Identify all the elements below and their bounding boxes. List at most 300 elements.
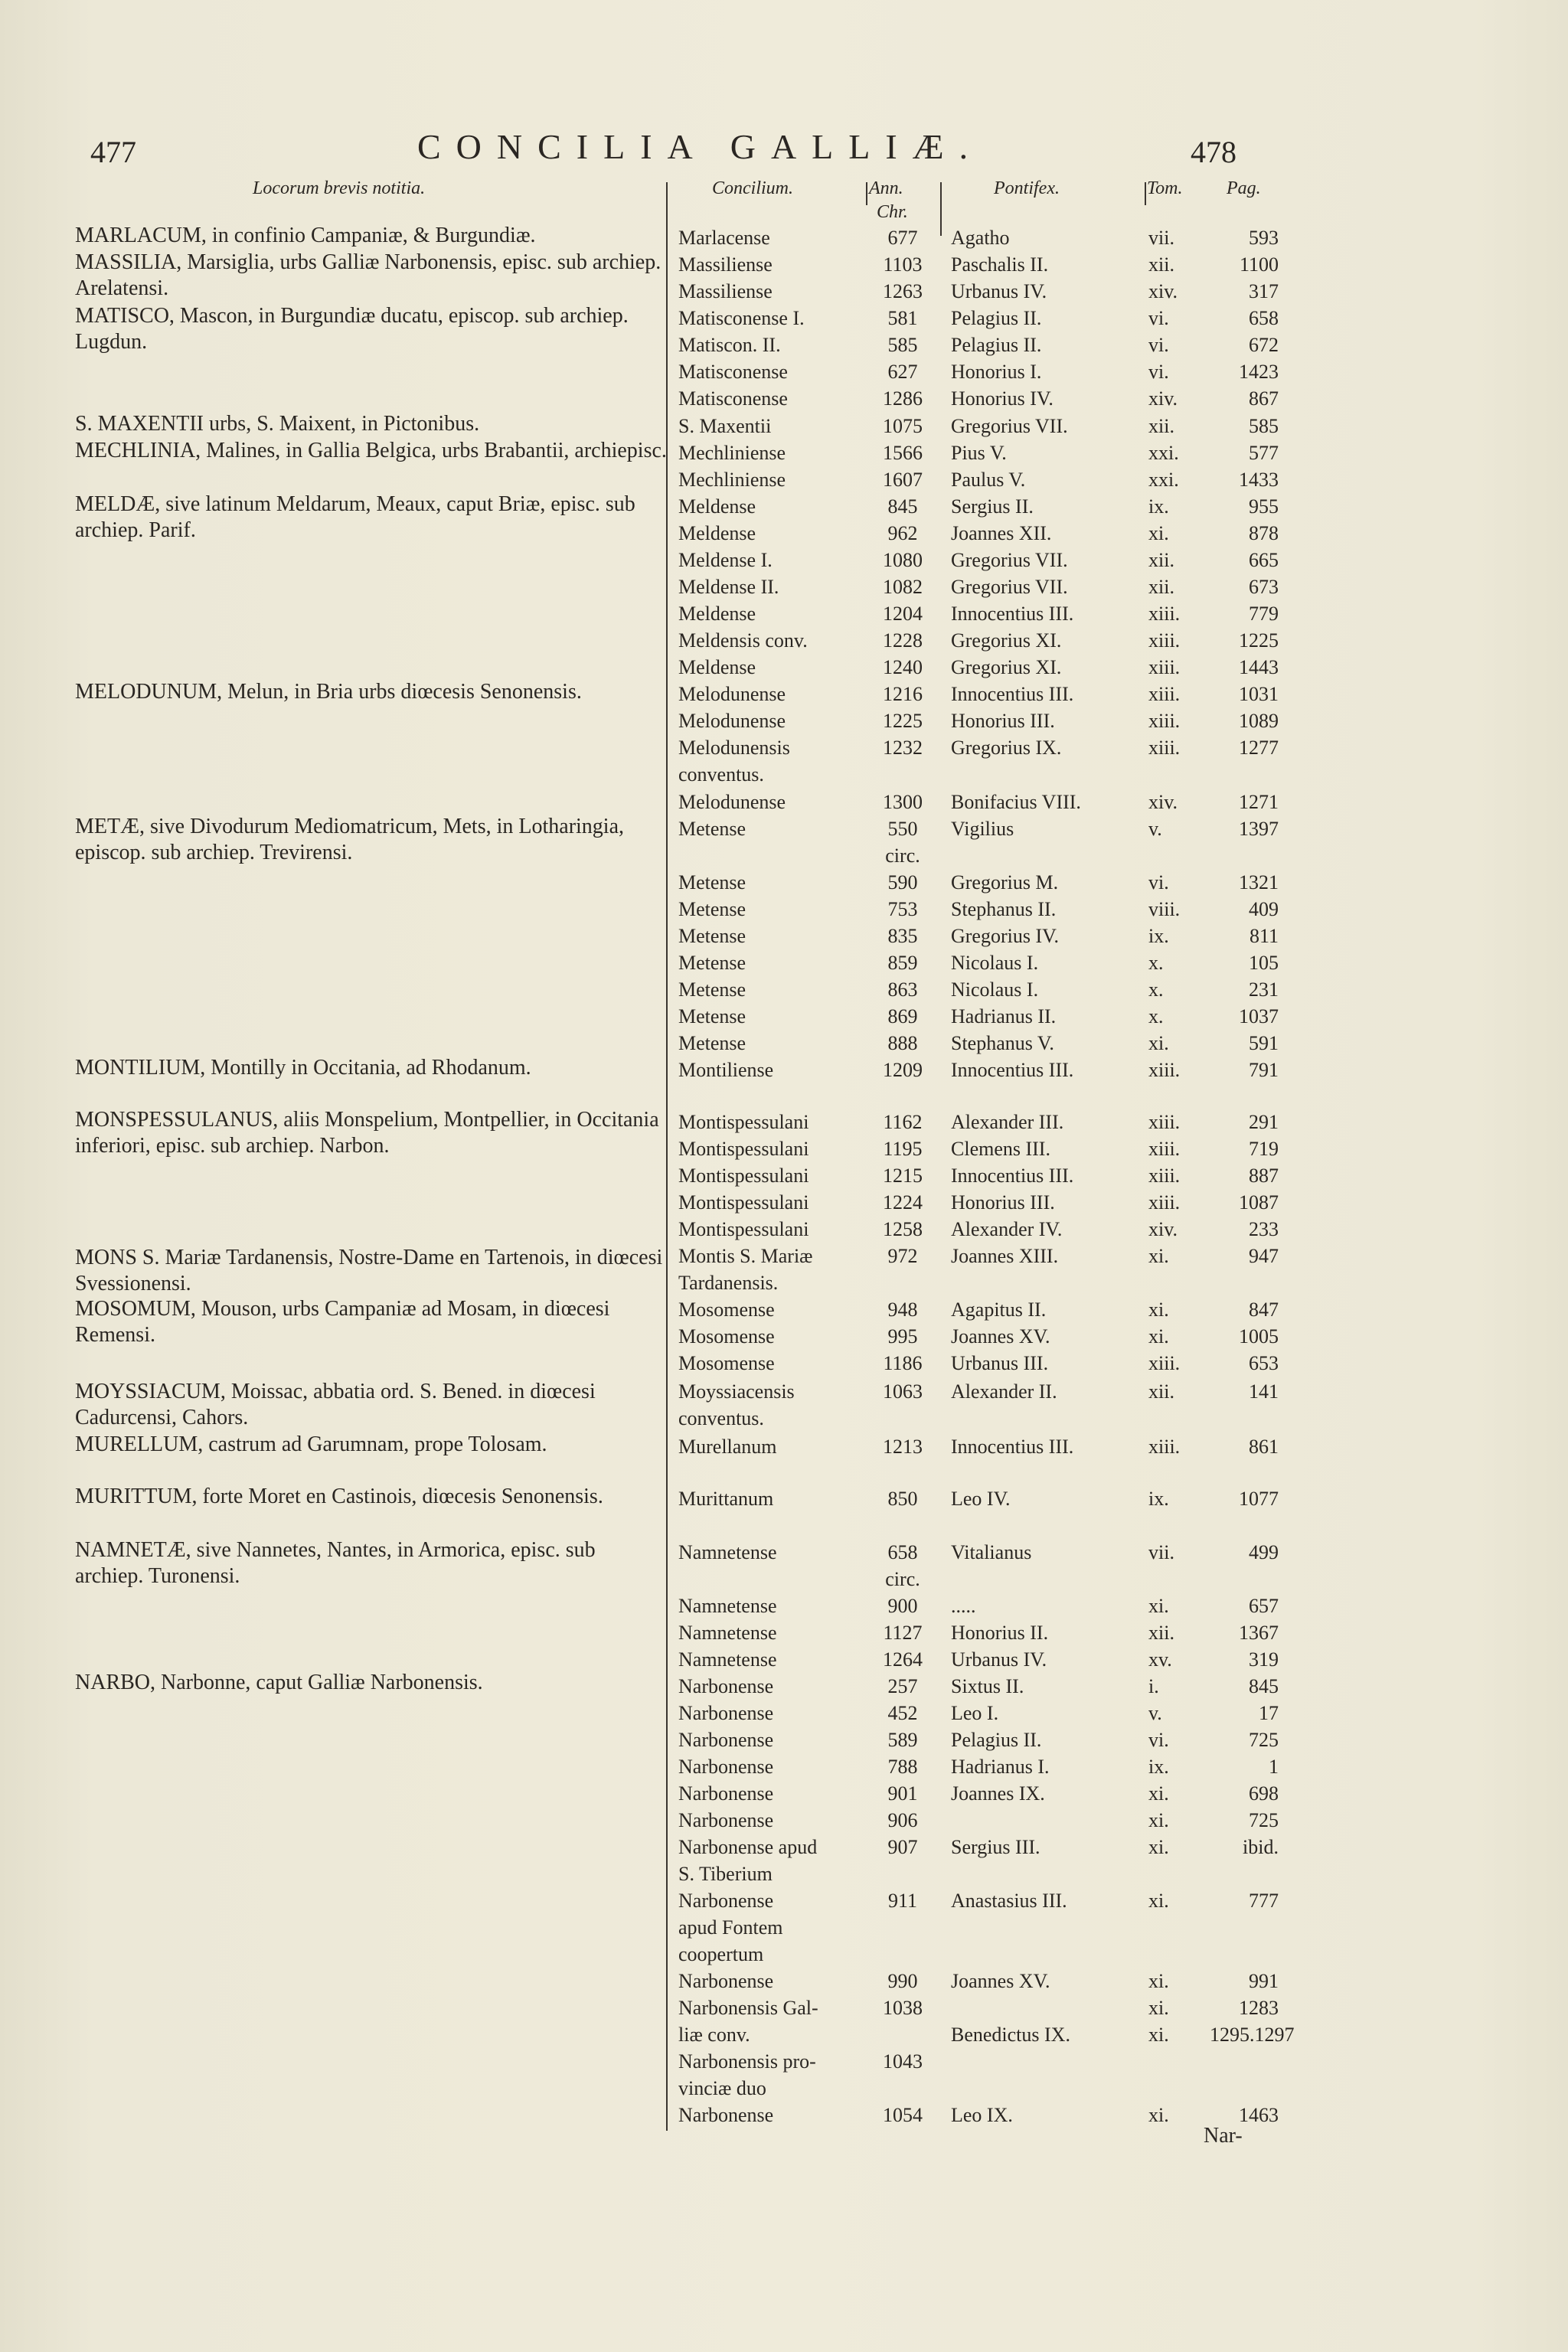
place-entry: MARLACUM, in confinio Campaniæ, & Burgundiæ. bbox=[75, 224, 536, 247]
cell-tom: vi. bbox=[1148, 871, 1169, 893]
cell-ann: 753 bbox=[887, 898, 918, 920]
cell-concilium: Melodunense bbox=[678, 710, 786, 732]
cell-pontifex: Benedictus IX. bbox=[951, 2024, 1070, 2046]
cell-pag: 1283 bbox=[1239, 1997, 1279, 2019]
cell-concilium: Meldensis conv. bbox=[678, 629, 808, 652]
cell-tom: xv. bbox=[1148, 1648, 1172, 1671]
cell-ann: 1162 bbox=[883, 1111, 923, 1133]
cell-ann bbox=[871, 2075, 934, 2102]
cell-tom: xi. bbox=[1148, 522, 1169, 544]
cell-ann bbox=[871, 1405, 934, 1432]
place-entry: MELDÆ, sive latinum Meldarum, Meaux, caput Briæ, episc. sub archiep. Parif. bbox=[75, 492, 635, 542]
cell-pontifex: Nicolaus I. bbox=[951, 952, 1039, 974]
cell-pag bbox=[1210, 1914, 1279, 1941]
cell-ann: 1038 bbox=[883, 1997, 923, 2019]
cell-pag: 725 bbox=[1249, 1729, 1279, 1751]
cell-concilium: Meldense bbox=[678, 656, 756, 678]
cell-pontifex: Hadrianus I. bbox=[951, 1756, 1050, 1778]
cell-pontifex: Bonifacius VIII. bbox=[951, 791, 1081, 813]
cell-ann: 1263 bbox=[883, 280, 923, 302]
cell-pag: 1463 bbox=[1239, 2104, 1279, 2126]
cell-concilium: S. Maxentii bbox=[678, 415, 772, 437]
cell-ann: 627 bbox=[887, 361, 918, 383]
cell-concilium: Mosomense bbox=[678, 1352, 775, 1374]
column-header-locorum: Locorum brevis notitia. bbox=[253, 178, 426, 198]
cell-tom: xi. bbox=[1148, 1325, 1169, 1348]
cell-pag: 319 bbox=[1249, 1648, 1279, 1671]
cell-pontifex: Leo IV. bbox=[951, 1488, 1011, 1510]
cell-tom: viii. bbox=[1148, 898, 1181, 920]
cell-pontifex: Honorius IV. bbox=[951, 387, 1054, 410]
cell-pag: 947 bbox=[1249, 1245, 1279, 1267]
cell-concilium: Namnetense bbox=[678, 1648, 777, 1671]
cell-concilium: Montispessulani bbox=[678, 1111, 809, 1133]
cell-concilium: Metense bbox=[678, 1032, 746, 1054]
cell-pag: 1423 bbox=[1239, 361, 1279, 383]
cell-tom: xi. bbox=[1148, 1890, 1169, 1912]
cell-concilium: Moyssiacensis bbox=[678, 1380, 795, 1403]
cell-concilium: Namnetense bbox=[678, 1622, 777, 1644]
cell-concilium: Narbonense bbox=[678, 1782, 774, 1805]
cell-ann: 590 bbox=[887, 871, 918, 893]
cell-ann: 911 bbox=[887, 1890, 918, 1912]
cell-pontifex: Hadrianus II. bbox=[951, 1005, 1057, 1027]
page-number-right: 478 bbox=[1191, 135, 1236, 169]
cell-pag: 291 bbox=[1249, 1111, 1279, 1133]
cell-concilium: Narbonense apud bbox=[678, 1836, 818, 1858]
cell-concilium: Narbonense bbox=[678, 1809, 774, 1831]
cell-pontifex: Alexander III. bbox=[951, 1111, 1064, 1133]
cell-pontifex: Innocentius III. bbox=[951, 1436, 1074, 1458]
cell-concilium: vinciæ duo bbox=[678, 2077, 766, 2099]
place-entry: METÆ, sive Divodurum Mediomatricum, Mets, in Lotharingia, episcop. sub archiep. Trevirensi. bbox=[75, 815, 625, 864]
cell-concilium: Montispessulani bbox=[678, 1191, 809, 1214]
cell-concilium: Metense bbox=[678, 898, 746, 920]
cell-pontifex: ..... bbox=[951, 1595, 976, 1617]
cell-concilium: Melodunense bbox=[678, 791, 786, 813]
cell-ann: 257 bbox=[887, 1675, 918, 1697]
cell-tom: vii. bbox=[1148, 227, 1174, 249]
cell-pontifex: Gregorius XI. bbox=[951, 656, 1062, 678]
cell-ann: 948 bbox=[887, 1298, 918, 1321]
cell-tom: xiii. bbox=[1148, 1352, 1181, 1374]
page-title: CONCILIA GALLIÆ. bbox=[417, 127, 984, 166]
cell-concilium: Meldense bbox=[678, 495, 756, 518]
cell-tom: i. bbox=[1148, 1675, 1159, 1697]
cell-pontifex: Paschalis II. bbox=[951, 253, 1049, 276]
cell-ann: 1232 bbox=[883, 737, 923, 759]
cell-ann: 1240 bbox=[883, 656, 923, 678]
cell-ann: 1264 bbox=[883, 1648, 923, 1671]
cell-tom: xi. bbox=[1148, 1782, 1169, 1805]
place-entry: MATISCO, Mascon, in Burgundiæ ducatu, episcop. sub archiep. Lugdun. bbox=[75, 304, 629, 354]
cell-pag: 779 bbox=[1249, 603, 1279, 625]
cell-concilium: Matisconense bbox=[678, 361, 788, 383]
cell-pag: 1077 bbox=[1239, 1488, 1279, 1510]
cell-pag: ibid. bbox=[1243, 1836, 1279, 1858]
cell-concilium: Narbonense bbox=[678, 1756, 774, 1778]
column-header-pag: Pag. bbox=[1227, 178, 1261, 198]
place-entry: MONTILIUM, Montilly in Occitania, ad Rhodanum. bbox=[75, 1056, 531, 1080]
cell-pag: 887 bbox=[1249, 1165, 1279, 1187]
cell-pag bbox=[1210, 842, 1279, 869]
cell-pontifex: Gregorius IV. bbox=[951, 925, 1060, 947]
cell-pag: 593 bbox=[1249, 227, 1279, 249]
cell-ann: 1186 bbox=[883, 1352, 923, 1374]
cell-tom: xiii. bbox=[1148, 1191, 1181, 1214]
column-rule bbox=[940, 182, 942, 236]
cell-concilium: Mosomense bbox=[678, 1298, 775, 1321]
cell-pag: 991 bbox=[1249, 1970, 1279, 1992]
cell-tom: xiii. bbox=[1148, 1436, 1181, 1458]
cell-pag: 1271 bbox=[1239, 791, 1279, 813]
cell-pag: 1225 bbox=[1239, 629, 1279, 652]
cell-pag: 577 bbox=[1249, 442, 1279, 464]
cell-ann bbox=[871, 1269, 934, 1296]
cell-pag: 698 bbox=[1249, 1782, 1279, 1805]
cell-ann: 1228 bbox=[883, 629, 923, 652]
cell-pag: 1443 bbox=[1239, 656, 1279, 678]
cell-pag: 847 bbox=[1249, 1298, 1279, 1321]
cell-pag: 105 bbox=[1249, 952, 1279, 974]
column-header-chr: Chr. bbox=[877, 202, 908, 222]
cell-concilium: Massiliense bbox=[678, 280, 773, 302]
cell-pontifex: Vigilius bbox=[951, 818, 1014, 840]
cell-pontifex: Nicolaus I. bbox=[951, 978, 1039, 1001]
cell-ann: 1300 bbox=[883, 791, 923, 813]
column-rule bbox=[1145, 182, 1146, 205]
cell-pontifex: Innocentius III. bbox=[951, 1059, 1074, 1081]
cell-ann bbox=[871, 761, 934, 788]
column-header-ann: Ann. bbox=[869, 178, 903, 198]
cell-pontifex: Honorius II. bbox=[951, 1622, 1049, 1644]
column-rule bbox=[866, 182, 867, 205]
cell-pontifex: Pelagius II. bbox=[951, 334, 1042, 356]
place-entry: NAMNETÆ, sive Nannetes, Nantes, in Armorica, episc. sub archiep. Turonensi. bbox=[75, 1538, 596, 1588]
cell-ann: 1566 bbox=[883, 442, 923, 464]
cell-pontifex: Innocentius III. bbox=[951, 683, 1074, 705]
cell-concilium: Mosomense bbox=[678, 1325, 775, 1348]
cell-pontifex: Innocentius III. bbox=[951, 1165, 1074, 1187]
place-entry: MASSILIA, Marsiglia, urbs Galliæ Narbonensis, episc. sub archiep. Arelatensi. bbox=[75, 250, 662, 300]
cell-tom: vi. bbox=[1148, 307, 1169, 329]
cell-pontifex: Urbanus III. bbox=[951, 1352, 1049, 1374]
cell-concilium: Melodunensis bbox=[678, 737, 790, 759]
cell-concilium: Matisconense I. bbox=[678, 307, 805, 329]
place-entry: NARBO, Narbonne, caput Galliæ Narbonensis. bbox=[75, 1671, 483, 1694]
cell-ann: 1215 bbox=[883, 1165, 923, 1187]
cell-tom: xxi. bbox=[1148, 469, 1179, 491]
cell-ann: 995 bbox=[887, 1325, 918, 1348]
cell-tom: xii. bbox=[1148, 1622, 1174, 1644]
cell-tom: xiii. bbox=[1148, 710, 1181, 732]
cell-tom: xiii. bbox=[1148, 683, 1181, 705]
cell-pontifex: Joannes XII. bbox=[951, 522, 1052, 544]
catchword: Nar- bbox=[1204, 2124, 1243, 2148]
cell-concilium: Metense bbox=[678, 1005, 746, 1027]
cell-pontifex: Stephanus II. bbox=[951, 898, 1057, 920]
cell-tom: xiii. bbox=[1148, 1059, 1181, 1081]
cell-ann: 1127 bbox=[883, 1622, 923, 1644]
cell-concilium: Murittanum bbox=[678, 1488, 774, 1510]
cell-ann: 581 bbox=[887, 307, 918, 329]
cell-concilium: Narbonense bbox=[678, 1729, 774, 1751]
cell-pag: 1321 bbox=[1239, 871, 1279, 893]
cell-tom: xi. bbox=[1148, 1032, 1169, 1054]
place-entry: MOSOMUM, Mouson, urbs Campaniæ ad Mosam, in diœcesi Remensi. bbox=[75, 1297, 610, 1347]
cell-pag: 1 bbox=[1269, 1756, 1279, 1778]
cell-ann: 585 bbox=[887, 334, 918, 356]
cell-pag: 231 bbox=[1249, 978, 1279, 1001]
cell-pontifex: Sergius II. bbox=[951, 495, 1034, 518]
cell-ann: 1063 bbox=[883, 1380, 923, 1403]
cell-pontifex: Gregorius IX. bbox=[951, 737, 1062, 759]
cell-tom: xiii. bbox=[1148, 629, 1181, 652]
cell-ann: circ. bbox=[885, 844, 920, 867]
cell-concilium: Narbonensis pro- bbox=[678, 2050, 816, 2073]
cell-tom: xi. bbox=[1148, 2024, 1169, 2046]
cell-tom: xii. bbox=[1148, 253, 1174, 276]
cell-tom: xi. bbox=[1148, 1997, 1169, 2019]
cell-tom: xi. bbox=[1148, 2104, 1169, 2126]
cell-ann: 888 bbox=[887, 1032, 918, 1054]
cell-pag: 777 bbox=[1249, 1890, 1279, 1912]
cell-tom: x. bbox=[1148, 952, 1164, 974]
cell-pontifex: Pelagius II. bbox=[951, 307, 1042, 329]
cell-pag: 1295.1297 bbox=[1210, 2024, 1295, 2046]
cell-tom: xiii. bbox=[1148, 737, 1181, 759]
cell-pag bbox=[1210, 761, 1279, 788]
cell-pontifex: Honorius III. bbox=[951, 710, 1055, 732]
cell-pag bbox=[1210, 1860, 1279, 1887]
cell-pag bbox=[1210, 2048, 1279, 2075]
place-entry: MOYSSIACUM, Moissac, abbatia ord. S. Bened. in diœcesi Cadurcensi, Cahors. bbox=[75, 1380, 596, 1429]
cell-pag bbox=[1210, 1269, 1279, 1296]
cell-pontifex: Clemens III. bbox=[951, 1138, 1050, 1160]
cell-tom: xiv. bbox=[1148, 387, 1178, 410]
cell-pag: 955 bbox=[1249, 495, 1279, 518]
cell-concilium: Massiliense bbox=[678, 253, 773, 276]
cell-pag: 867 bbox=[1249, 387, 1279, 410]
cell-pag: 1037 bbox=[1239, 1005, 1279, 1027]
cell-ann: 1224 bbox=[883, 1191, 923, 1214]
cell-ann: 900 bbox=[887, 1595, 918, 1617]
cell-concilium: Murellanum bbox=[678, 1436, 777, 1458]
cell-ann: 901 bbox=[887, 1782, 918, 1805]
cell-pag: 725 bbox=[1249, 1809, 1279, 1831]
cell-pontifex: Innocentius III. bbox=[951, 603, 1074, 625]
cell-concilium: Matiscon. II. bbox=[678, 334, 781, 356]
cell-pontifex: Pius V. bbox=[951, 442, 1007, 464]
cell-ann: 972 bbox=[887, 1245, 918, 1267]
place-entry: S. MAXENTII urbs, S. Maixent, in Pictonibus. bbox=[75, 412, 480, 436]
cell-concilium: conventus. bbox=[678, 763, 764, 786]
cell-pontifex: Alexander II. bbox=[951, 1380, 1057, 1403]
cell-ann: 859 bbox=[887, 952, 918, 974]
cell-tom: xii. bbox=[1148, 549, 1174, 571]
cell-ann: 1286 bbox=[883, 387, 923, 410]
cell-ann: 788 bbox=[887, 1756, 918, 1778]
cell-pontifex: Vitalianus bbox=[951, 1541, 1032, 1563]
cell-tom: xiii. bbox=[1148, 1138, 1181, 1160]
cell-tom: xi. bbox=[1148, 1809, 1169, 1831]
cell-concilium: Narbonense bbox=[678, 1675, 774, 1697]
cell-pag: 141 bbox=[1249, 1380, 1279, 1403]
cell-ann bbox=[871, 1914, 934, 1941]
cell-ann: 845 bbox=[887, 495, 918, 518]
cell-pag: 672 bbox=[1249, 334, 1279, 356]
cell-concilium: Metense bbox=[678, 978, 746, 1001]
cell-ann: 1213 bbox=[883, 1436, 923, 1458]
cell-pag: 233 bbox=[1249, 1218, 1279, 1240]
cell-pag: 653 bbox=[1249, 1352, 1279, 1374]
cell-pag: 861 bbox=[1249, 1436, 1279, 1458]
place-entry: MONSPESSULANUS, aliis Monspelium, Montpellier, in Occitania inferiori, episc. sub archiep. Narbon. bbox=[75, 1108, 659, 1158]
cell-tom: xiii. bbox=[1148, 656, 1181, 678]
cell-pontifex: Leo I. bbox=[951, 1702, 999, 1724]
cell-pag: 17 bbox=[1259, 1702, 1279, 1724]
cell-ann: 550 bbox=[887, 818, 918, 840]
cell-ann: 1082 bbox=[883, 576, 923, 598]
cell-tom: v. bbox=[1148, 1702, 1162, 1724]
cell-pontifex: Pelagius II. bbox=[951, 1729, 1042, 1751]
cell-ann: circ. bbox=[885, 1568, 920, 1590]
cell-ann: 962 bbox=[887, 522, 918, 544]
cell-ann: 990 bbox=[887, 1970, 918, 1992]
cell-pontifex: Joannes XIII. bbox=[951, 1245, 1059, 1267]
cell-pag: 845 bbox=[1249, 1675, 1279, 1697]
cell-ann: 1216 bbox=[883, 683, 923, 705]
cell-pontifex: Stephanus V. bbox=[951, 1032, 1054, 1054]
cell-concilium: Mechliniense bbox=[678, 469, 786, 491]
cell-ann: 589 bbox=[887, 1729, 918, 1751]
cell-pag: 811 bbox=[1249, 925, 1279, 947]
cell-pontifex: Joannes XV. bbox=[951, 1325, 1050, 1348]
cell-tom: xii. bbox=[1148, 1380, 1174, 1403]
cell-pag bbox=[1210, 1941, 1279, 1968]
place-entry: MURITTUM, forte Moret en Castinois, diœcesis Senonensis. bbox=[75, 1485, 603, 1508]
cell-ann: 835 bbox=[887, 925, 918, 947]
cell-concilium: Narbonense bbox=[678, 1702, 774, 1724]
cell-concilium: apud Fontem bbox=[678, 1916, 783, 1939]
cell-concilium: Montispessulani bbox=[678, 1165, 809, 1187]
place-entry: MURELLUM, castrum ad Garumnam, prope Tolosam. bbox=[75, 1432, 547, 1456]
cell-concilium: Montis S. Mariæ bbox=[678, 1245, 813, 1267]
cell-pontifex: Gregorius VII. bbox=[951, 415, 1068, 437]
cell-tom: ix. bbox=[1148, 495, 1169, 518]
cell-pontifex: Honorius III. bbox=[951, 1191, 1055, 1214]
cell-concilium: liæ conv. bbox=[678, 2024, 750, 2046]
cell-tom: xiv. bbox=[1148, 1218, 1178, 1240]
cell-pag: 673 bbox=[1249, 576, 1279, 598]
cell-pag bbox=[1210, 1405, 1279, 1432]
cell-concilium: Tardanensis. bbox=[678, 1272, 779, 1294]
cell-pontifex: Alexander IV. bbox=[951, 1218, 1063, 1240]
cell-tom: x. bbox=[1148, 1005, 1164, 1027]
cell-pag: 1367 bbox=[1239, 1622, 1279, 1644]
cell-ann: 1075 bbox=[883, 415, 923, 437]
cell-ann: 1225 bbox=[883, 710, 923, 732]
cell-tom: ix. bbox=[1148, 1488, 1169, 1510]
cell-tom: xi. bbox=[1148, 1970, 1169, 1992]
cell-ann: 677 bbox=[887, 227, 918, 249]
cell-concilium: Namnetense bbox=[678, 1541, 777, 1563]
cell-pag: 409 bbox=[1249, 898, 1279, 920]
cell-pag: 1087 bbox=[1239, 1191, 1279, 1214]
cell-ann bbox=[871, 2021, 934, 2048]
cell-tom: xi. bbox=[1148, 1298, 1169, 1321]
cell-concilium: Matisconense bbox=[678, 387, 788, 410]
cell-concilium: Melodunense bbox=[678, 683, 786, 705]
cell-concilium: Meldense II. bbox=[678, 576, 779, 598]
cell-tom: ix. bbox=[1148, 925, 1169, 947]
cell-pontifex: Joannes IX. bbox=[951, 1782, 1045, 1805]
cell-tom: vii. bbox=[1148, 1541, 1174, 1563]
cell-concilium: Meldense I. bbox=[678, 549, 773, 571]
cell-concilium: Metense bbox=[678, 925, 746, 947]
cell-tom: vi. bbox=[1148, 334, 1169, 356]
cell-tom: vi. bbox=[1148, 1729, 1169, 1751]
cell-ann: 1204 bbox=[883, 603, 923, 625]
cell-tom: xiv. bbox=[1148, 791, 1178, 813]
cell-pag bbox=[1210, 2075, 1279, 2102]
cell-ann: 907 bbox=[887, 1836, 918, 1858]
cell-pontifex: Joannes XV. bbox=[951, 1970, 1050, 1992]
cell-tom: xi. bbox=[1148, 1836, 1169, 1858]
cell-pag: 317 bbox=[1249, 280, 1279, 302]
cell-tom: xiv. bbox=[1148, 280, 1178, 302]
column-header-concilium: Concilium. bbox=[712, 178, 793, 198]
column-header-pontifex: Pontifex. bbox=[994, 178, 1060, 198]
cell-pontifex: Agatho bbox=[951, 227, 1010, 249]
cell-pag: 1031 bbox=[1239, 683, 1279, 705]
cell-ann: 1080 bbox=[883, 549, 923, 571]
cell-concilium: Narbonense bbox=[678, 1970, 774, 1992]
page-number-left: 477 bbox=[90, 135, 136, 169]
cell-ann: 658 bbox=[887, 1541, 918, 1563]
cell-pontifex: Honorius I. bbox=[951, 361, 1042, 383]
cell-pag: 719 bbox=[1249, 1138, 1279, 1160]
cell-ann: 1258 bbox=[883, 1218, 923, 1240]
cell-concilium: Meldense bbox=[678, 522, 756, 544]
cell-pag: 499 bbox=[1249, 1541, 1279, 1563]
cell-pag: 591 bbox=[1249, 1032, 1279, 1054]
cell-ann: 906 bbox=[887, 1809, 918, 1831]
cell-concilium: Metense bbox=[678, 952, 746, 974]
cell-pag: 791 bbox=[1249, 1059, 1279, 1081]
cell-concilium: Mechliniense bbox=[678, 442, 786, 464]
cell-pontifex: Urbanus IV. bbox=[951, 280, 1047, 302]
place-entry: MELODUNUM, Melun, in Bria urbs diœcesis Senonensis. bbox=[75, 680, 582, 704]
cell-ann: 863 bbox=[887, 978, 918, 1001]
cell-concilium: Namnetense bbox=[678, 1595, 777, 1617]
cell-ann: 452 bbox=[887, 1702, 918, 1724]
cell-pag: 585 bbox=[1249, 415, 1279, 437]
cell-tom: xiii. bbox=[1148, 603, 1181, 625]
cell-tom: xi. bbox=[1148, 1595, 1169, 1617]
cell-tom: x. bbox=[1148, 978, 1164, 1001]
cell-pag: 665 bbox=[1249, 549, 1279, 571]
cell-pontifex: Anastasius III. bbox=[951, 1890, 1067, 1912]
cell-pontifex: Paulus V. bbox=[951, 469, 1026, 491]
cell-pontifex: Gregorius M. bbox=[951, 871, 1059, 893]
cell-concilium: S. Tiberium bbox=[678, 1863, 773, 1885]
cell-tom: ix. bbox=[1148, 1756, 1169, 1778]
cell-concilium: coopertum bbox=[678, 1943, 764, 1965]
cell-tom: xiii. bbox=[1148, 1111, 1181, 1133]
cell-pag: 658 bbox=[1249, 307, 1279, 329]
cell-tom: xii. bbox=[1148, 576, 1174, 598]
